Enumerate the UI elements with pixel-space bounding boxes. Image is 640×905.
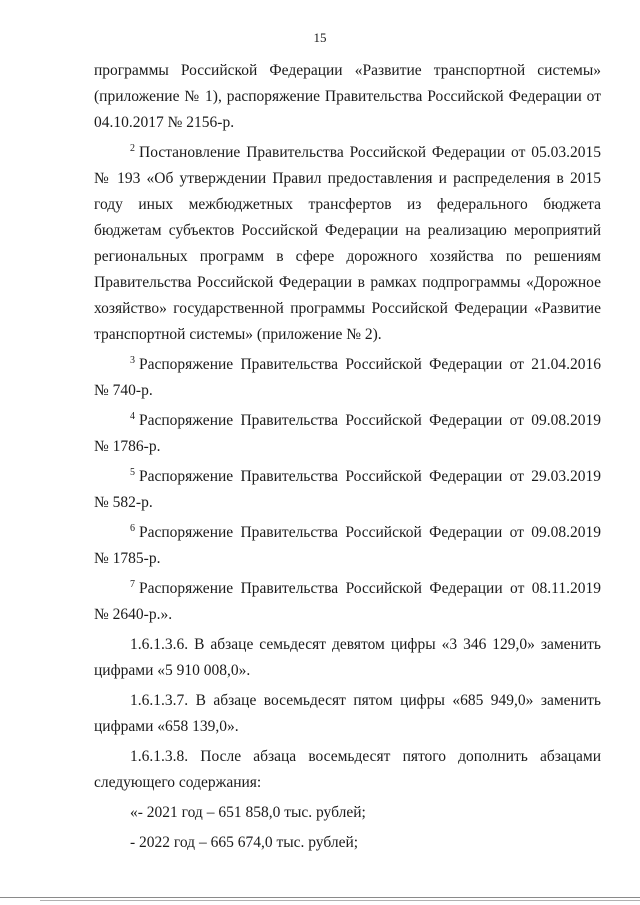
page-number: 15 bbox=[313, 30, 327, 45]
footnote-4 bbox=[94, 408, 601, 460]
paragraph-text: - 2022 год – 665 674,0 тыс. рублей; bbox=[130, 834, 359, 851]
footnote-3 bbox=[94, 352, 601, 404]
paragraph-text: 1.6.1.3.8. После абзаца восемьдесят пятого дополнить абзацами следующего содержания: bbox=[94, 748, 601, 791]
amendment-paragraph bbox=[94, 632, 601, 684]
footnote-text: Распоряжение Правительства Российской Федерации от 21.04.2016 № 740-р. bbox=[94, 356, 601, 399]
list-item bbox=[94, 830, 601, 856]
footnote-text: Распоряжение Правительства Российской Федерации от 09.08.2019 № 1785-р. bbox=[94, 524, 601, 567]
amendment-paragraph bbox=[94, 744, 601, 796]
footnote-5 bbox=[94, 464, 601, 516]
amendment-paragraph bbox=[94, 688, 601, 740]
footnote-number: 4 bbox=[130, 411, 135, 422]
scan-edge-line bbox=[0, 897, 640, 898]
scan-edge-line bbox=[40, 900, 640, 901]
footnote-number: 5 bbox=[130, 467, 135, 478]
footnote-number: 7 bbox=[130, 579, 135, 590]
footnote-text: Распоряжение Правительства Российской Федерации от 09.08.2019 № 1786-р. bbox=[94, 412, 601, 455]
footnote-number: 6 bbox=[130, 523, 135, 534]
footnote-number: 3 bbox=[130, 355, 135, 366]
paragraph-text: «- 2021 год – 651 858,0 тыс. рублей; bbox=[130, 804, 366, 821]
footnote-text: Постановление Правительства Российской Федерации от 05.03.2015 № 193 «Об утверждении Правил предоставления и распределения в 2015 году иных межбюджетных трансфертов из федерального бюджета бюджетам субъектов Российской Федерации на реализацию мероприятий региональных программ в сфере дорожного хозяйства по решениям Правительства Российской Федерации в рамках подпрограммы «Дорожное хозяйство» государственной программы Российской Федерации «Развитие транспортной системы» (приложение № 2). bbox=[94, 144, 601, 343]
footnote-7 bbox=[94, 576, 601, 628]
footnote-text: Распоряжение Правительства Российской Федерации от 08.11.2019 № 2640-р.». bbox=[94, 580, 601, 623]
document-body bbox=[94, 58, 601, 856]
footnote-6 bbox=[94, 520, 601, 572]
paragraph-text: программы Российской Федерации «Развитие транспортной системы» (приложение № 1), распоряжение Правительства Российской Федерации от 04.10.2017 № 2156-р. bbox=[94, 62, 601, 131]
footnote-text: Распоряжение Правительства Российской Федерации от 29.03.2019 № 582-р. bbox=[94, 468, 601, 511]
footnote-2 bbox=[94, 140, 601, 348]
paragraph-text: 1.6.1.3.7. В абзаце восемьдесят пятом цифры «685 949,0» заменить цифрами «658 139,0». bbox=[94, 692, 601, 735]
paragraph-continuation bbox=[94, 58, 601, 136]
paragraph-text: 1.6.1.3.6. В абзаце семьдесят девятом цифры «3 346 129,0» заменить цифрами «5 910 008,0». bbox=[94, 636, 601, 679]
footnote-number: 2 bbox=[130, 143, 135, 154]
list-item bbox=[94, 800, 601, 826]
